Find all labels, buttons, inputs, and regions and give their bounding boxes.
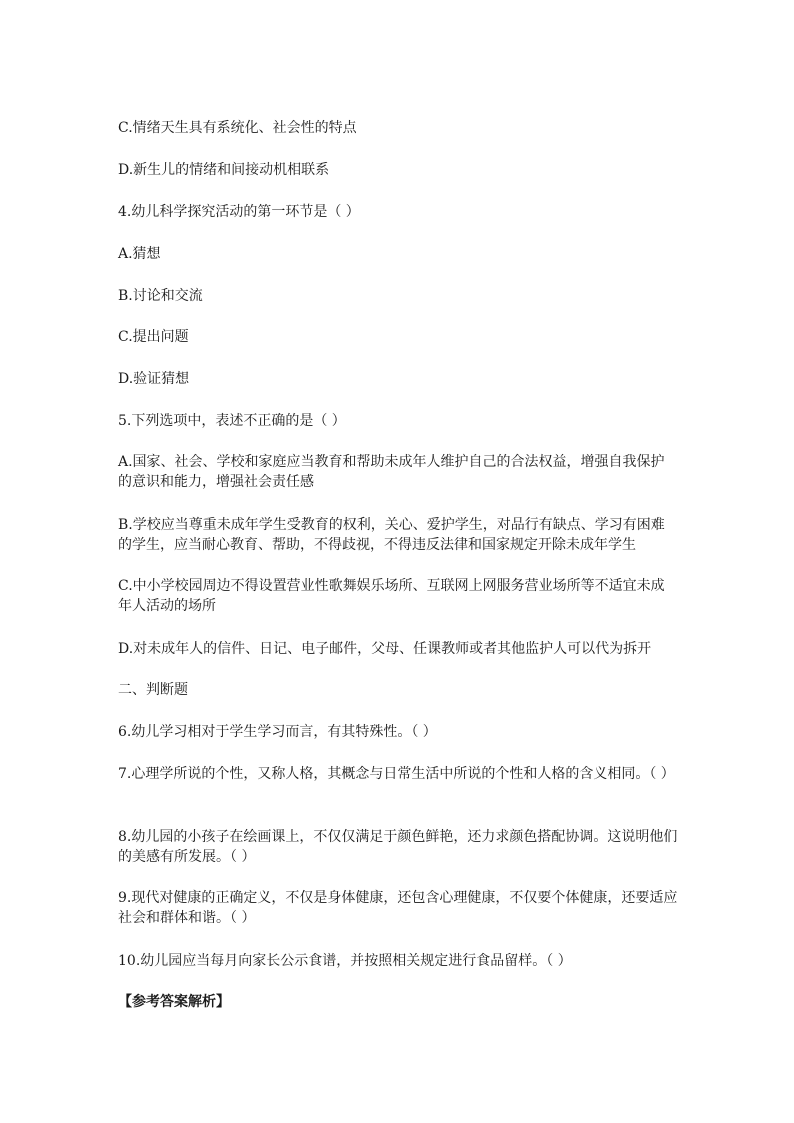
q4-option-b: B.讨论和交流: [118, 288, 203, 304]
q5-option-d: D.对未成年人的信件、日记、电子邮件，父母、任课教师或者其他监护人可以代为拆开: [118, 641, 652, 657]
q9: 9.现代对健康的正确定义，不仅是身体健康，还包含心理健康，不仅要个体健康，还要适应社会和群体和谐。（ ）: [118, 890, 678, 926]
q8: 8.幼儿园的小孩子在绘画课上，不仅仅满足于颜色鲜艳，还力求颜色搭配协调。这说明他们的美感有所发展。（ ）: [118, 829, 678, 865]
answer-heading: 【参考答案解析】: [118, 994, 230, 1010]
q5-option-a: A.国家、社会、学校和家庭应当教育和帮助未成年人维护自己的合法权益，增强自我保护的意识和能力，增强社会责任感: [118, 454, 665, 490]
section-2-heading: 二、判断题: [118, 682, 188, 698]
q4-stem: 4.幼儿科学探究活动的第一环节是（ ）: [118, 204, 360, 220]
q6: 6.幼儿学习相对于学生学习而言，有其特殊性。（ ）: [118, 724, 437, 740]
q5-option-b: B.学校应当尊重未成年学生受教育的权利，关心、爱护学生，对品行有缺点、学习有困难的学生，应当耐心教育、帮助，不得歧视，不得违反法律和国家规定开除未成年学生: [118, 517, 665, 553]
q4-option-a: A.猜想: [118, 246, 161, 262]
q5-option-c: C.中小学校园周边不得设置营业性歌舞娱乐场所、互联网上网服务营业场所等不适宜未成年人活动的场所: [118, 578, 665, 614]
q10: 10.幼儿园应当每月向家长公示食谱，并按照相关规定进行食品留样。（ ）: [118, 953, 572, 969]
q4-option-c: C.提出问题: [118, 329, 189, 345]
q5-stem: 5.下列选项中，表述不正确的是（ ）: [118, 413, 346, 429]
q3-option-c: C.情绪天生具有系统化、社会性的特点: [118, 120, 357, 136]
q7: 7.心理学所说的个性，又称人格，其概念与日常生活中所说的个性和人格的含义相同。（ ）: [118, 766, 675, 782]
q4-option-d: D.验证猜想: [118, 371, 190, 387]
q3-option-d: D.新生儿的情绪和间接动机相联系: [118, 162, 330, 178]
